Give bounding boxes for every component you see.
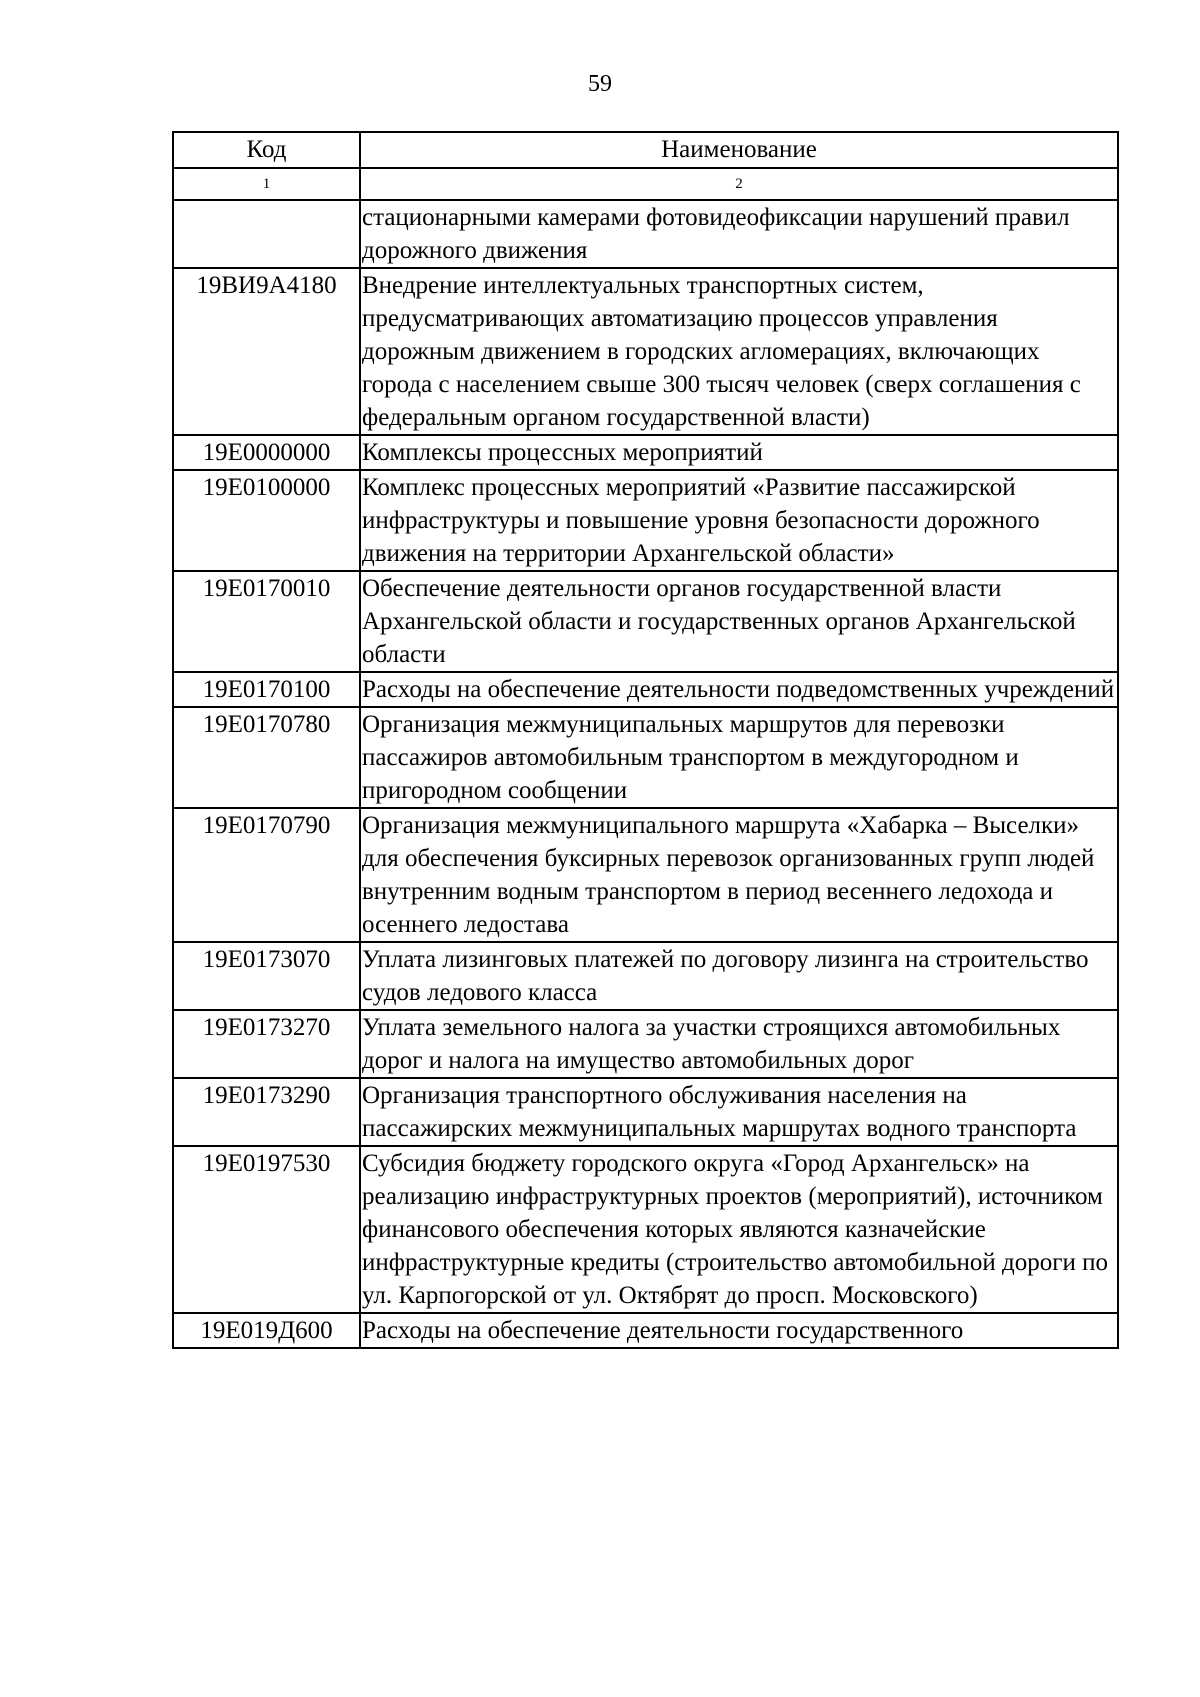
page-number: 59	[588, 71, 612, 97]
column-number-name: 2	[360, 168, 1118, 200]
table-row	[173, 268, 1118, 435]
row-name: Внедрение интеллектуальных транспортных систем, предусматривающих автоматизацию процессов управления дорожным движением в городских агломерациях, включающих города с населением свыше 300 тысяч человек (сверх соглашения с федеральным органом государственной власти)	[360, 268, 1118, 435]
row-code: 19Е0100000	[173, 470, 360, 571]
table-row	[173, 200, 1118, 268]
row-name: Уплата лизинговых платежей по договору лизинга на строительство судов ледового класса	[360, 942, 1118, 1010]
row-name: Комплексы процессных мероприятий	[360, 435, 1118, 470]
row-code: 19Е0197530	[173, 1146, 360, 1313]
row-name: Организация транспортного обслуживания населения на пассажирских межмуниципальных маршрутах водного транспорта	[360, 1078, 1118, 1146]
row-name: Расходы на обеспечение деятельности подведомственных учреждений	[360, 672, 1118, 707]
row-code: 19Е0173290	[173, 1078, 360, 1146]
row-name: Уплата земельного налога за участки строящихся автомобильных дорог и налога на имущество автомобильных дорог	[360, 1010, 1118, 1078]
header-name: Наименование	[360, 132, 1118, 168]
row-name: Расходы на обеспечение деятельности государственного	[360, 1313, 1118, 1348]
table-row	[173, 672, 1118, 707]
row-code: 19Е0170010	[173, 571, 360, 672]
table-row	[173, 707, 1118, 808]
column-number-row	[173, 168, 1118, 200]
row-code: 19Е0170790	[173, 808, 360, 942]
row-name: стационарными камерами фотовидеофиксации нарушений правил дорожного движения	[360, 200, 1118, 268]
row-code: 19Е0170780	[173, 707, 360, 808]
row-code: 19Е0173270	[173, 1010, 360, 1078]
row-code: 19Е019Д600	[173, 1313, 360, 1348]
header-code: Код	[173, 132, 360, 168]
row-code: 19Е0173070	[173, 942, 360, 1010]
table-row	[173, 470, 1118, 571]
table-row	[173, 1146, 1118, 1313]
row-name: Субсидия бюджету городского округа «Город Архангельск» на реализацию инфраструктурных проектов (мероприятий), источником финансового обеспечения которых являются казначейские инфраструктурные кредиты (строительство автомобильной дороги по ул. Карпогорской от ул. Октябрят до просп. Московского)	[360, 1146, 1118, 1313]
table-row	[173, 435, 1118, 470]
row-name: Организация межмуниципальных маршрутов для перевозки пассажиров автомобильным транспортом в междугородном и пригородном сообщении	[360, 707, 1118, 808]
row-code	[173, 200, 360, 268]
table-body	[173, 200, 1118, 1348]
table-row	[173, 1313, 1118, 1348]
row-name: Комплекс процессных мероприятий «Развитие пассажирской инфраструктуры и повышение уровня безопасности дорожного движения на территории Архангельской области»	[360, 470, 1118, 571]
budget-code-table	[172, 131, 1119, 1349]
row-code: 19Е0170100	[173, 672, 360, 707]
row-name: Обеспечение деятельности органов государственной власти Архангельской области и государственных органов Архангельской области	[360, 571, 1118, 672]
row-name: Организация межмуниципального маршрута «Хабарка – Выселки» для обеспечения буксирных перевозок организованных групп людей внутренним водным транспортом в период весеннего ледохода и осеннего ледостава	[360, 808, 1118, 942]
table-header-row	[173, 132, 1118, 168]
row-code: 19Е0000000	[173, 435, 360, 470]
table-row	[173, 808, 1118, 942]
row-code: 19ВИ9А4180	[173, 268, 360, 435]
table-row	[173, 1078, 1118, 1146]
table-row	[173, 942, 1118, 1010]
table-row	[173, 1010, 1118, 1078]
table-row	[173, 571, 1118, 672]
column-number-code: 1	[173, 168, 360, 200]
